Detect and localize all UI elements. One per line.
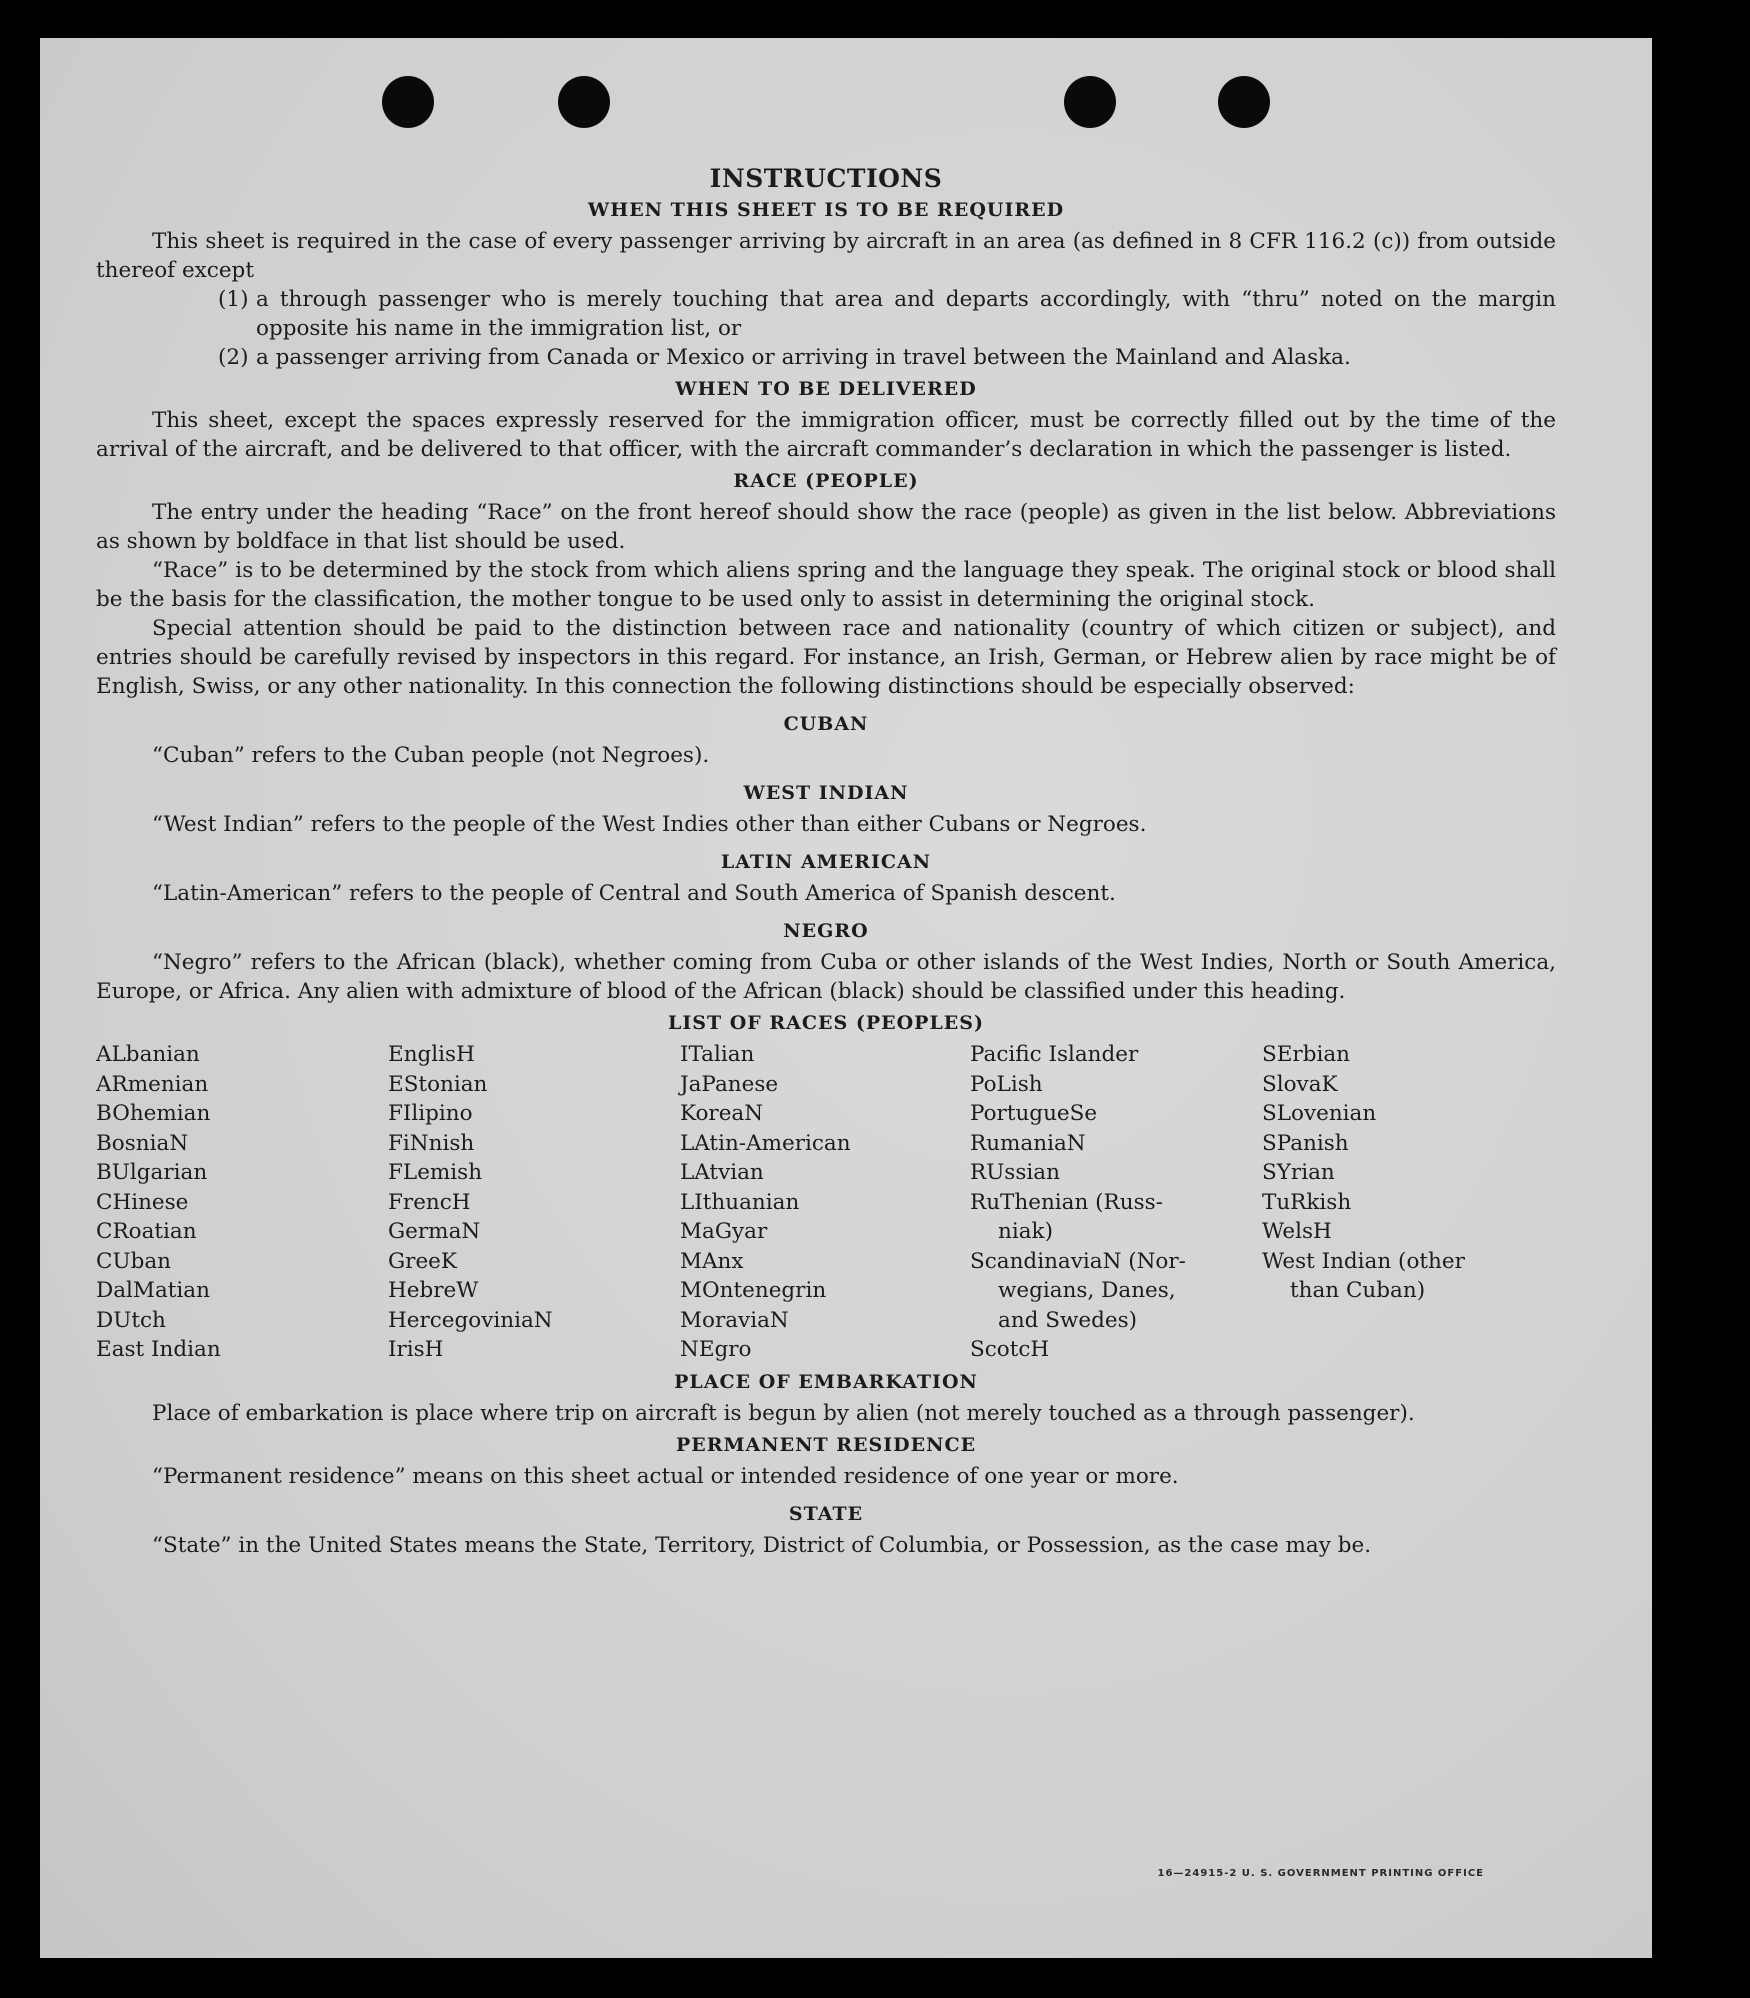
race-entry: MoraviaN bbox=[680, 1307, 789, 1333]
race-entry: Pacific Islander bbox=[970, 1042, 1139, 1067]
race-entry: wegians, Danes, bbox=[998, 1278, 1176, 1303]
race-entry: BUlgarian bbox=[96, 1160, 208, 1185]
race-entry: NEgro bbox=[680, 1337, 752, 1362]
instructions-content bbox=[96, 164, 1556, 1560]
paragraph: “Race” is to be determined by the stock from which aliens spring and the language they speak. The original stock or blood shall be the basis for the classification, the mother tongue to be used only to assist in determining the original stock. bbox=[96, 558, 1556, 612]
race-entry: FIlipino bbox=[388, 1101, 473, 1126]
race-entry: SYrian bbox=[1262, 1160, 1335, 1185]
item-number: (2) bbox=[218, 345, 249, 370]
race-entry: WelsH bbox=[1262, 1219, 1332, 1244]
race-entry: SLovenian bbox=[1262, 1101, 1377, 1126]
race-entry: LIthuanian bbox=[680, 1189, 800, 1215]
race-entry: PortugueSe bbox=[970, 1101, 1098, 1126]
race-entry: TuRkish bbox=[1262, 1189, 1352, 1215]
race-entry: BOhemian bbox=[96, 1101, 211, 1126]
race-entry: FLemish bbox=[388, 1160, 483, 1185]
race-entry: DUtch bbox=[96, 1307, 166, 1333]
race-entry: niak) bbox=[998, 1219, 1053, 1244]
section-heading: LATIN AMERICAN bbox=[720, 851, 932, 873]
race-entry: FiNnish bbox=[388, 1130, 475, 1156]
section-heading: LIST OF RACES (PEOPLES) bbox=[668, 1012, 984, 1034]
paragraph: The entry under the heading “Race” on the front hereof should show the race (people) as given in the list below. Abbreviations as shown by boldface in that list should be used. bbox=[96, 500, 1556, 554]
race-entry: SErbian bbox=[1262, 1042, 1351, 1067]
document-page bbox=[40, 38, 1652, 1958]
printer-imprint: 16—24915-2 U. S. GOVERNMENT PRINTING OFFICE bbox=[1157, 1868, 1484, 1879]
race-entry: CRoatian bbox=[96, 1219, 197, 1244]
section-heading: NEGRO bbox=[783, 920, 869, 942]
paragraph: “West Indian” refers to the people of the West Indies other than either Cubans or Negroes. bbox=[152, 812, 1147, 837]
section-heading: RACE (PEOPLE) bbox=[733, 470, 919, 492]
race-entry: West Indian (other bbox=[1262, 1248, 1465, 1274]
race-entry: CHinese bbox=[96, 1189, 189, 1215]
race-entry: RuThenian (Russ- bbox=[970, 1189, 1163, 1215]
race-entry: and Swedes) bbox=[998, 1307, 1138, 1333]
race-entry: RumaniaN bbox=[970, 1130, 1086, 1156]
race-entry: DalMatian bbox=[96, 1278, 210, 1303]
race-list bbox=[96, 1040, 1556, 1365]
race-entry: SlovaK bbox=[1262, 1071, 1338, 1097]
race-entry: ScotcH bbox=[970, 1337, 1050, 1362]
race-entry: FrencH bbox=[388, 1189, 471, 1215]
paragraph: This sheet, except the spaces expressly reserved for the immigration officer, must be correctly filled out by the time of the arrival of the aircraft, and be delivered to that officer, with the aircraft commander’s declaration in which the passenger is listed. bbox=[96, 408, 1556, 462]
punch-hole bbox=[1064, 76, 1116, 128]
race-column bbox=[96, 1040, 388, 1365]
race-entry: ScandinaviaN (Nor- bbox=[970, 1248, 1186, 1274]
paragraph: This sheet is required in the case of every passenger arriving by aircraft in an area (as defined in 8 CFR 116.2 (c)) from outside thereof except bbox=[96, 229, 1556, 283]
paragraph: Special attention should be paid to the distinction between race and nationality (country of which citizen or subject), and entries should be carefully revised by inspectors in this regard. For instance, an Irish, German, or Hebrew alien by race might be of English, Swiss, or any other nationality. In this connection the following distinctions should be especially observed: bbox=[96, 616, 1556, 699]
paragraph: “Cuban” refers to the Cuban people (not Negroes). bbox=[152, 743, 710, 768]
race-column bbox=[970, 1040, 1262, 1365]
race-entry: than Cuban) bbox=[1290, 1278, 1426, 1303]
section-heading: WEST INDIAN bbox=[743, 782, 909, 804]
list-item bbox=[218, 285, 1556, 343]
list-item bbox=[218, 343, 1556, 372]
race-entry: EStonian bbox=[388, 1071, 488, 1097]
race-entry: MaGyar bbox=[680, 1219, 768, 1244]
race-entry: JaPanese bbox=[680, 1071, 779, 1097]
section-heading: PERMANENT RESIDENCE bbox=[675, 1433, 977, 1456]
race-entry: HercegoviniaN bbox=[388, 1307, 553, 1333]
punch-hole bbox=[558, 76, 610, 128]
race-entry: HebreW bbox=[388, 1278, 479, 1303]
race-entry: ALbanian bbox=[96, 1042, 200, 1067]
race-entry: LAtvian bbox=[680, 1160, 764, 1185]
section-heading: PLACE OF EMBARKATION bbox=[674, 1370, 978, 1393]
race-entry: MOntenegrin bbox=[680, 1278, 827, 1303]
race-entry: RUssian bbox=[970, 1160, 1060, 1185]
race-entry: BosniaN bbox=[96, 1130, 189, 1156]
race-entry: CUban bbox=[96, 1248, 171, 1274]
race-entry: East Indian bbox=[96, 1337, 221, 1362]
paragraph: “State” in the United States means the State, Territory, District of Columbia, or Possession, as the case may be. bbox=[152, 1532, 1372, 1558]
section-heading: WHEN THIS SHEET IS TO BE REQUIRED bbox=[587, 199, 1065, 221]
paragraph: “Latin-American” refers to the people of Central and South America of Spanish descent. bbox=[152, 881, 1116, 906]
race-entry: IrisH bbox=[388, 1337, 444, 1362]
punch-hole bbox=[382, 76, 434, 128]
page-title: INSTRUCTIONS bbox=[709, 164, 943, 193]
section-heading: WHEN TO BE DELIVERED bbox=[675, 378, 977, 400]
race-entry: PoLish bbox=[970, 1071, 1043, 1097]
race-column bbox=[680, 1040, 970, 1365]
race-entry: GreeK bbox=[388, 1248, 457, 1274]
race-entry: EnglisH bbox=[388, 1042, 475, 1067]
race-column bbox=[388, 1040, 680, 1365]
race-entry: ARmenian bbox=[96, 1071, 209, 1097]
paragraph: “Negro” refers to the African (black), whether coming from Cuba or other islands of the West Indies, North or South America, Europe, or Africa. Any alien with admixture of blood of the African (black) should be classified under this heading. bbox=[96, 950, 1556, 1004]
race-entry: KoreaN bbox=[680, 1101, 764, 1126]
paragraph: Place of embarkation is place where trip on aircraft is begun by alien (not merely touched as a through passenger). bbox=[152, 1400, 1415, 1426]
race-entry: LAtin-American bbox=[680, 1130, 851, 1156]
item-text: a through passenger who is merely touching that area and departs accordingly, with “thru” noted on the margin opposite his name in the immigration list, or bbox=[256, 287, 1556, 341]
race-column bbox=[1262, 1040, 1552, 1365]
punch-hole bbox=[1218, 76, 1270, 128]
section-heading: CUBAN bbox=[783, 713, 869, 735]
race-entry: GermaN bbox=[388, 1219, 481, 1244]
section-heading: STATE bbox=[788, 1502, 864, 1525]
race-entry: MAnx bbox=[680, 1248, 744, 1274]
item-number: (1) bbox=[218, 287, 249, 312]
paragraph: “Permanent residence” means on this sheet actual or intended residence of one year or more. bbox=[152, 1463, 1179, 1489]
item-text: a passenger arriving from Canada or Mexico or arriving in travel between the Mainland and Alaska. bbox=[256, 345, 1351, 370]
race-entry: SPanish bbox=[1262, 1130, 1349, 1156]
race-entry: ITalian bbox=[680, 1042, 755, 1067]
